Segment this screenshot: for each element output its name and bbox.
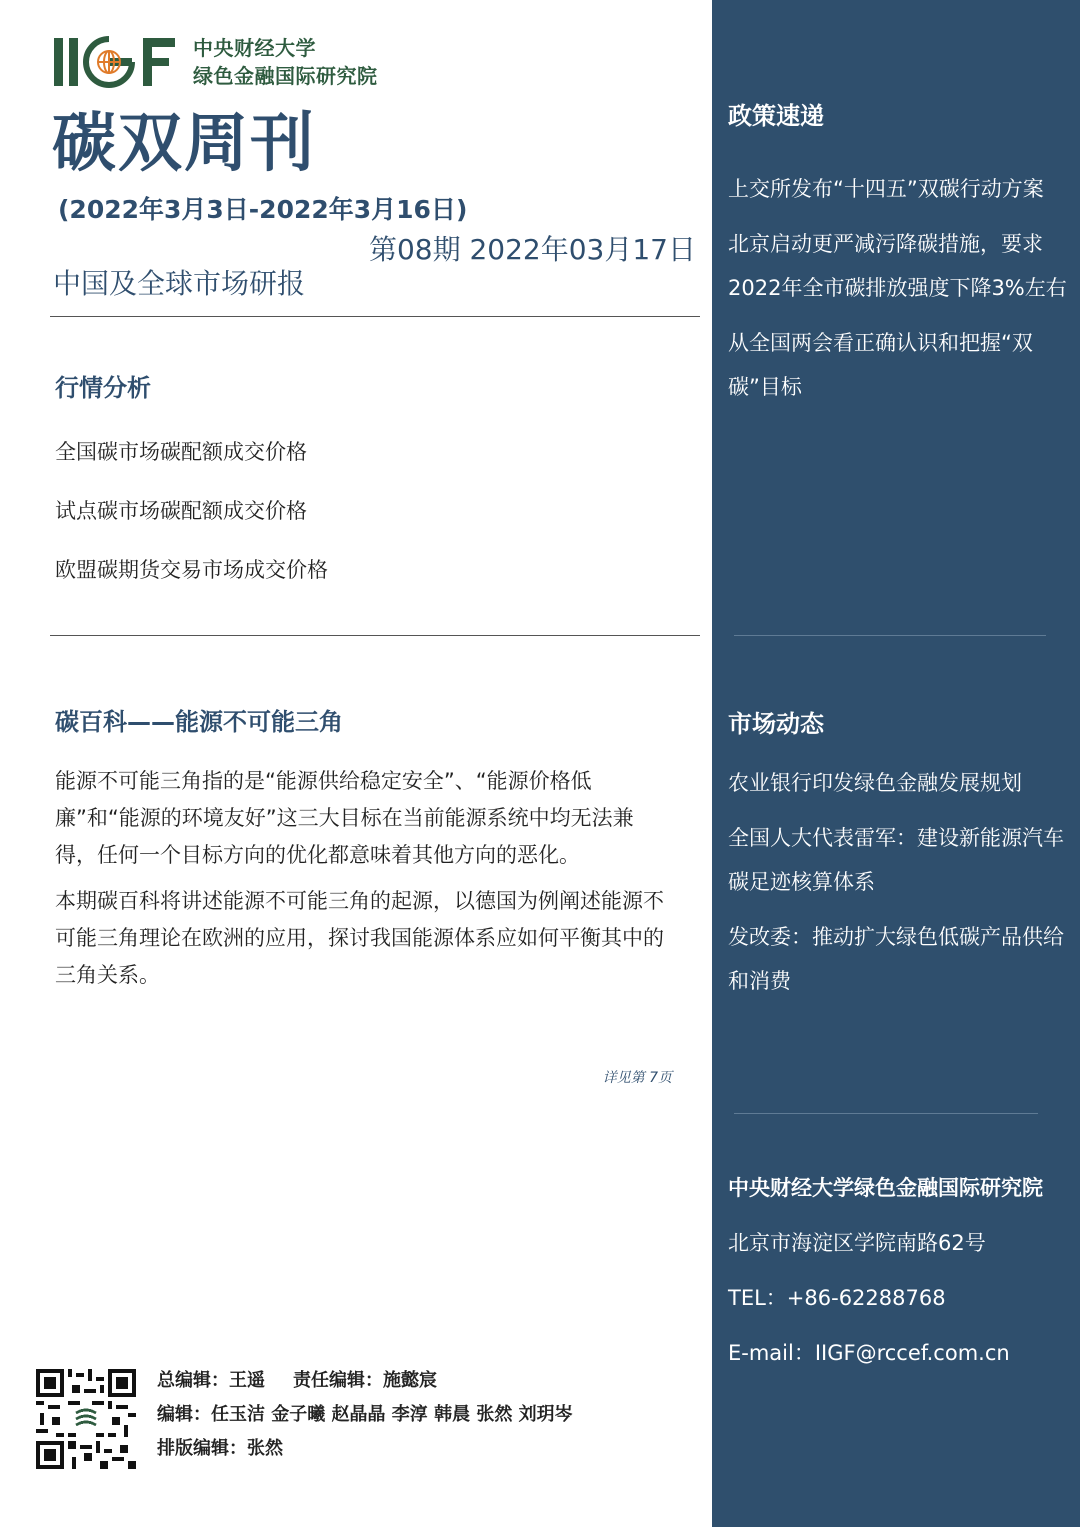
contact-tel[interactable]: TEL：+86-62288768 (728, 1286, 946, 1310)
policy-item[interactable]: 上交所发布“十四五”双碳行动方案 (728, 177, 1044, 201)
contact-address: 北京市海淀区学院南路62号 (728, 1231, 986, 1255)
qr-code-icon[interactable] (36, 1369, 136, 1469)
responsible-editor: 责任编辑：施懿宸 (293, 1370, 437, 1391)
market-news-list (728, 761, 1070, 1014)
wiki-paragraph: 本期碳百科将讲述能源不可能三角的起源，以德国为例阐述能源不可能三角理论在欧洲的应用，探讨我国能源体系应如何平衡其中的三角关系。 (55, 889, 664, 987)
institute-name (193, 34, 378, 90)
carbon-wiki-heading: 碳百科——能源不可能三角 (55, 708, 343, 736)
policy-item[interactable]: 北京启动更严减污降碳措施，要求2022年全市碳排放强度下降3%左右 (728, 232, 1067, 300)
policy-list (728, 167, 1070, 420)
page-title: 碳双周刊 (52, 107, 316, 181)
credits-editors (157, 1368, 437, 1394)
contact-institute: 中央财经大学绿色金融国际研究院 (728, 1176, 1043, 1200)
divider (50, 635, 700, 636)
iigf-logo (52, 36, 177, 88)
policy-heading: 政策速递 (728, 102, 824, 130)
wiki-paragraph: 能源不可能三角指的是“能源供给稳定安全”、“能源价格低廉”和“能源的环境友好”这三大目标在当前能源系统中均无法兼得，任何一个目标方向的优化都意味着其他方向的恶化。 (55, 769, 634, 867)
market-analysis-list (55, 436, 328, 613)
divider (50, 316, 700, 317)
page-subtitle: 中国及全球市场研报 (53, 267, 306, 300)
institute-line2: 绿色金融国际研究院 (193, 64, 378, 88)
policy-item[interactable]: 从全国两会看正确认识和把握“双碳”目标 (728, 331, 1033, 399)
analysis-item[interactable]: 欧盟碳期货交易市场成交价格 (55, 558, 328, 582)
sidebar (712, 0, 1080, 1527)
market-news-item[interactable]: 发改委：推动扩大绿色低碳产品供给和消费 (728, 925, 1064, 993)
contact-email[interactable]: E-mail：IIGF@rccef.com.cn (728, 1341, 1010, 1365)
market-news-item[interactable]: 全国人大代表雷军：建设新能源汽车碳足迹核算体系 (728, 826, 1064, 894)
institute-line1: 中央财经大学 (193, 36, 316, 60)
see-page-link[interactable]: 详见第 7页 (602, 1070, 672, 1086)
date-range: (2022年3月3日-2022年3月16日) (58, 195, 468, 224)
credits-layout-editor: 排版编辑：张然 (157, 1438, 283, 1459)
credits-editor-list: 编辑：任玉洁 金子曦 赵晶晶 李淳 韩晨 张然 刘玥岑 (157, 1404, 573, 1425)
analysis-item[interactable]: 试点碳市场碳配额成交价格 (55, 499, 307, 523)
sidebar-divider (734, 635, 1046, 636)
market-news-heading: 市场动态 (728, 710, 824, 738)
market-analysis-heading: 行情分析 (55, 374, 151, 402)
chief-editor: 总编辑：王遥 (157, 1370, 265, 1391)
carbon-wiki-body (55, 763, 675, 1003)
analysis-item[interactable]: 全国碳市场碳配额成交价格 (55, 440, 307, 464)
sidebar-divider (734, 1113, 1038, 1114)
issue-number: 第08期 2022年03月17日 (368, 233, 696, 266)
market-news-item[interactable]: 农业银行印发绿色金融发展规划 (728, 771, 1022, 795)
